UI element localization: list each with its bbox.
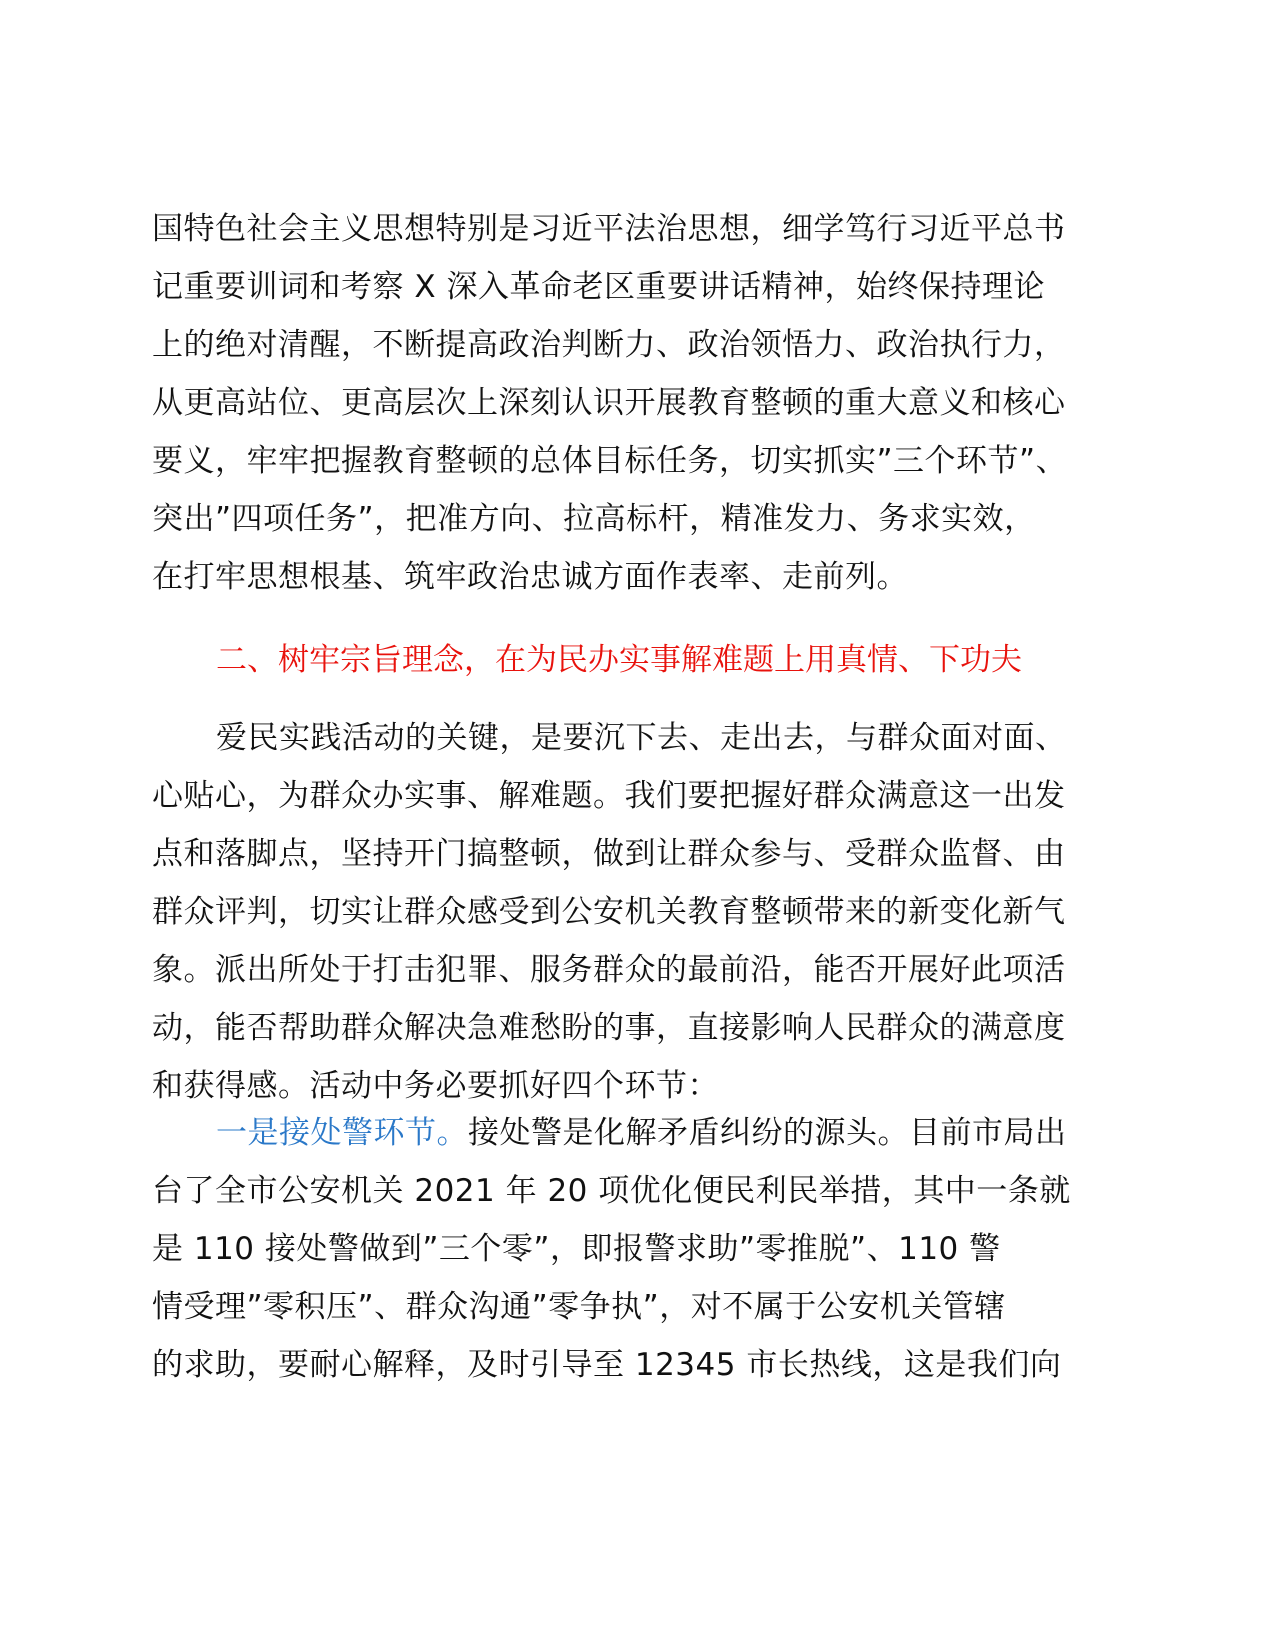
text-line: 群众评判，切实让群众感受到公安机关教育整顿带来的新变化新气 — [152, 894, 1066, 930]
text-line: 台了全市公安机关 2021 年 20 项优化便民利民举措，其中一条就 — [152, 1173, 1071, 1209]
text-line: 和获得感。活动中务必要抓好四个环节： — [152, 1068, 719, 1104]
text-line: 国特色社会主义思想特别是习近平法治思想，细学笃行习近平总书 — [152, 211, 1066, 247]
text-line: 动，能否帮助群众解决急难愁盼的事，直接影响人民群众的满意度 — [152, 1010, 1066, 1046]
text-line: 爱民实践活动的关键，是要沉下去、走出去，与群众面对面、 — [216, 720, 1067, 756]
text-line: 要义，牢牢把握教育整顿的总体目标任务，切实抓实”三个环节”、 — [152, 443, 1068, 479]
text-line: 点和落脚点，坚持开门搞整顿，做到让群众参与、受群众监督、由 — [152, 836, 1066, 872]
paragraph-body — [152, 709, 1127, 1115]
text-line: 心贴心，为群众办实事、解难题。我们要把握好群众满意这一出发 — [152, 778, 1066, 814]
paragraph-lead-rest: 接处警是化解矛盾纠纷的源头。目前市局出 — [468, 1115, 1067, 1151]
section-heading: 二、树牢宗旨理念，在为民办实事解难题上用真情、下功夫 — [216, 642, 1022, 678]
text-line: 的求助，要耐心解释，及时引导至 12345 市长热线，这是我们向 — [152, 1347, 1062, 1383]
text-line: 在打牢思想根基、筑牢政治忠诚方面作表率、走前列。 — [152, 559, 908, 595]
text-line: 上的绝对清醒，不断提高政治判断力、政治领悟力、政治执行力， — [152, 327, 1066, 363]
text-line: 情受理”零积压”、群众沟通”零争执”，对不属于公安机关管辖 — [152, 1289, 1006, 1325]
text-line-first — [152, 1104, 1127, 1162]
paragraph-body — [152, 1104, 1127, 1394]
paragraph-continuation — [152, 200, 1127, 606]
text-line: 是 110 接处警做到”三个零”，即报警求助”零推脱”、110 警 — [152, 1231, 1001, 1267]
text-line: 突出”四项任务”，把准方向、拉高标杆，精准发力、务求实效， — [152, 501, 1036, 537]
text-line: 从更高站位、更高层次上深刻认识开展教育整顿的重大意义和核心 — [152, 385, 1066, 421]
text-line: 记重要训词和考察 X 深入革命老区重要讲话精神，始终保持理论 — [152, 269, 1045, 305]
paragraph-lead-phrase: 一是接处警环节。 — [216, 1115, 468, 1151]
text-line: 象。派出所处于打击犯罪、服务群众的最前沿，能否开展好此项活 — [152, 952, 1066, 988]
